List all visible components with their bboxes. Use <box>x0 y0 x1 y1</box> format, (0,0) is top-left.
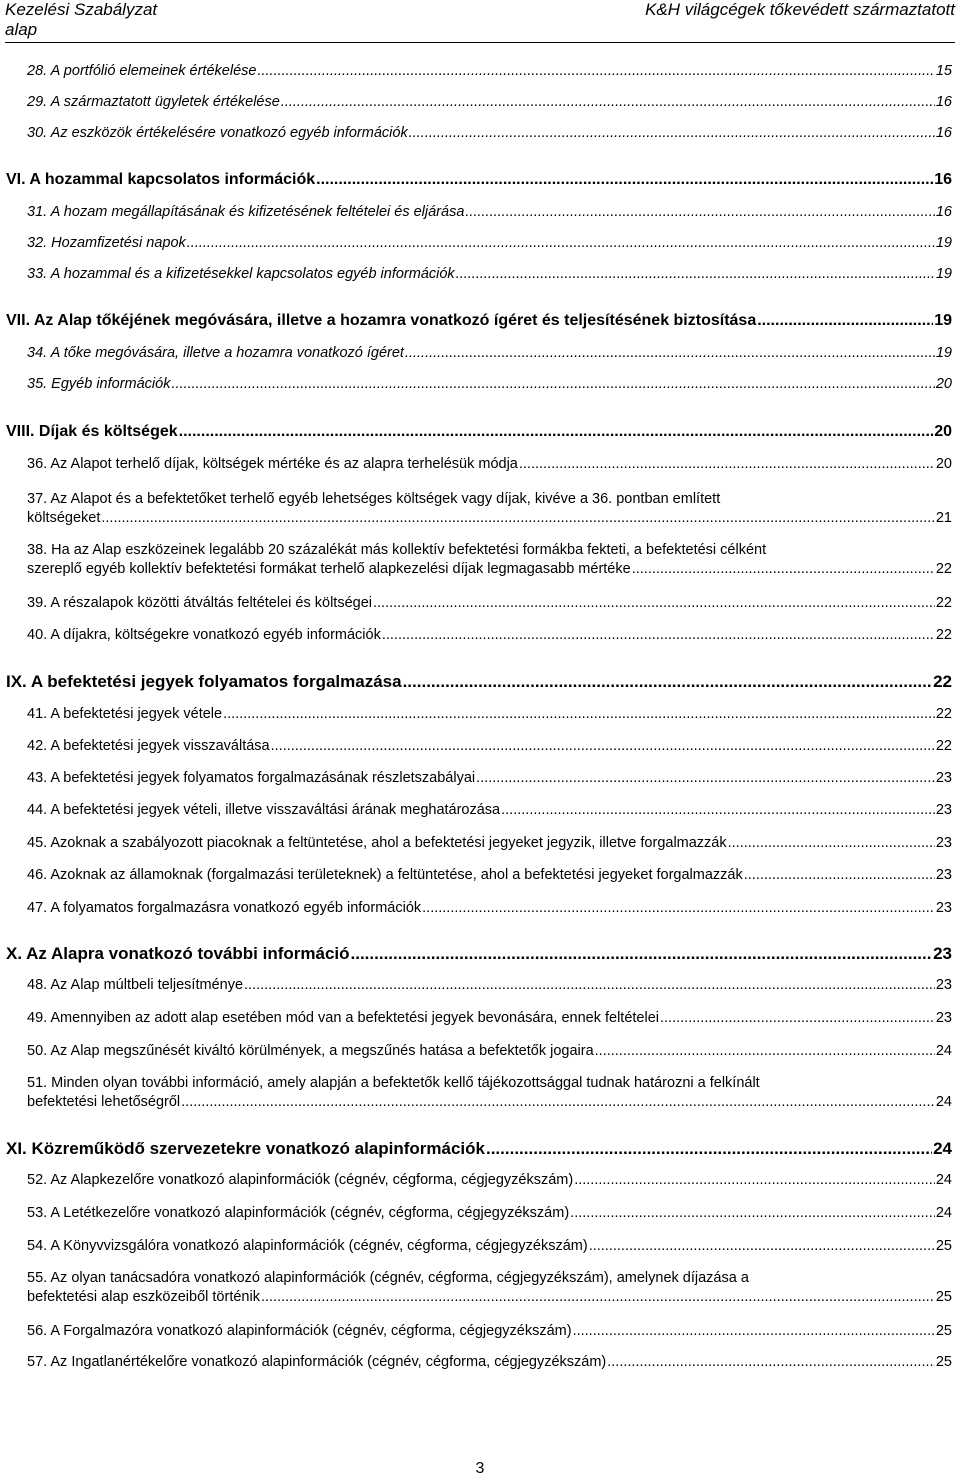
dot-leader <box>223 705 935 724</box>
toc-entry-page: 19 <box>935 345 952 361</box>
dot-leader <box>607 1353 935 1372</box>
toc-entry-page: 16 <box>934 171 952 188</box>
dot-leader <box>574 1171 935 1190</box>
toc-entry-page: 20 <box>935 376 952 392</box>
toc-entry-title: VI. A hozammal kapcsolatos információk <box>6 171 316 188</box>
toc-entry-title: 50. Az Alap megszűnését kiváltó körülmények, a megszűnés hatása a befektetők jogaira <box>27 1043 594 1059</box>
toc-entry[interactable] <box>27 541 952 579</box>
toc-entry[interactable] <box>27 801 952 820</box>
toc-entry-title: 41. A befektetési jegyek vétele <box>27 706 223 722</box>
dot-leader <box>382 626 935 645</box>
toc-entry-title: 54. A Könyvvizsgálóra vonatkozó alapinformációk (cégnév, cégforma, cégjegyzékszám) <box>27 1238 588 1254</box>
toc-entry-page: 22 <box>935 627 952 643</box>
toc-entry[interactable] <box>27 124 952 143</box>
toc-entry-title: 32. Hozamfizetési napok <box>27 235 186 251</box>
header-left <box>5 0 157 40</box>
dot-leader <box>589 1237 935 1256</box>
dot-leader <box>422 899 935 918</box>
toc-entry-page: 15 <box>935 63 952 79</box>
dot-leader <box>373 594 935 613</box>
dot-leader <box>403 672 933 691</box>
toc-entry-title: 46. Azoknak az államoknak (forgalmazási területeknek) a feltüntetése, ahol a befektetési jegyeket forgalmazzák <box>27 867 743 883</box>
toc-entry-page: 20 <box>935 456 952 472</box>
toc-entry-title: 35. Egyéb információk <box>27 376 171 392</box>
page-number: 3 <box>475 1460 485 1477</box>
toc-entry[interactable] <box>27 737 952 756</box>
toc-entry[interactable] <box>27 62 952 81</box>
toc-entry-title: 28. A portfólió elemeinek értékelése <box>27 63 257 79</box>
toc-entry-title: X. Az Alapra vonatkozó további információ <box>6 944 350 963</box>
dot-leader <box>179 422 934 441</box>
toc-entry-page: 23 <box>935 802 952 818</box>
toc-entry[interactable] <box>27 1074 952 1112</box>
dot-leader <box>101 509 935 528</box>
toc-entry-title: 52. Az Alapkezelőre vonatkozó alapinformációk (cégnév, cégforma, cégjegyzékszám) <box>27 1172 574 1188</box>
header-right: K&H világcégek tőkevédett származtatott <box>645 0 955 19</box>
toc-entry-title: VII. Az Alap tőkéjének megóvására, illetve a hozamra vonatkozó ígéret és teljesítésének biztosítása <box>6 312 757 329</box>
toc-entry[interactable] <box>27 866 952 885</box>
dot-leader <box>187 234 935 253</box>
toc-entry-title: 34. A tőke megóvására, illetve a hozamra vonatkozó ígéret <box>27 345 404 361</box>
dot-leader <box>456 265 935 284</box>
toc-entry-title: 47. A folyamatos forgalmazásra vonatkozó egyéb információk <box>27 900 422 916</box>
toc-entry-title-cont: szereplő egyéb kollektív befektetési formákat terhelő alapkezelési díjak legmagasabb mértéke <box>27 561 631 577</box>
dot-leader <box>632 560 935 579</box>
toc-entry[interactable] <box>27 626 952 645</box>
toc-entry-title: 31. A hozam megállapításának és kifizetésének feltételei és eljárása <box>27 204 465 220</box>
toc-entry[interactable] <box>27 594 952 613</box>
toc-entry[interactable] <box>6 422 952 441</box>
dot-leader <box>465 203 934 222</box>
toc-entry-page: 19 <box>935 235 952 251</box>
toc-entry-title: IX. A befektetési jegyek folyamatos forgalmazása <box>6 672 402 691</box>
toc-entry[interactable] <box>27 1171 952 1190</box>
toc-entry-page: 24 <box>933 1139 952 1158</box>
toc-entry-title: 44. A befektetési jegyek vételi, illetve visszaváltási árának meghatározása <box>27 802 501 818</box>
toc-entry-title-cont: befektetési lehetőségről <box>27 1094 181 1110</box>
toc-entry-title: XI. Közreműködő szervezetekre vonatkozó alapinformációk <box>6 1139 485 1158</box>
toc-entry[interactable] <box>27 1009 952 1028</box>
toc-entry-page: 21 <box>935 510 952 526</box>
toc-entry-page: 23 <box>935 867 952 883</box>
toc-entry-title: VIII. Díjak és költségek <box>6 423 178 440</box>
toc-entry-page: 25 <box>935 1289 952 1305</box>
toc-entry[interactable] <box>27 375 952 394</box>
toc-entry[interactable] <box>27 976 952 995</box>
dot-leader <box>570 1204 935 1223</box>
toc-entry-page: 24 <box>935 1094 952 1110</box>
dot-leader <box>405 344 935 363</box>
toc-entry-page: 16 <box>935 94 952 110</box>
toc-entry[interactable] <box>27 1269 952 1307</box>
toc-entry-page: 25 <box>935 1323 952 1339</box>
toc-entry-page: 22 <box>935 706 952 722</box>
dot-leader <box>181 1093 935 1112</box>
toc-entry[interactable] <box>27 455 952 474</box>
toc-entry[interactable] <box>27 344 952 363</box>
toc-entry-page: 20 <box>934 423 952 440</box>
toc-entry-title: 55. Az olyan tanácsadóra vonatkozó alapinformációk (cégnév, cégforma, cégjegyzékszám), amelynek díjazása a <box>27 1270 749 1286</box>
toc-entry[interactable] <box>27 1353 952 1372</box>
toc-entry-title: 45. Azoknak a szabályozott piacoknak a feltüntetése, ahol a befektetési jegyeket jegyzik, illetve forgalmazzák <box>27 835 727 851</box>
dot-leader <box>316 170 933 189</box>
toc-entry-title: 42. A befektetési jegyek visszaváltása <box>27 738 270 754</box>
toc-entry[interactable] <box>27 1204 952 1223</box>
dot-leader <box>261 1288 935 1307</box>
toc-entry-title: 56. A Forgalmazóra vonatkozó alapinformációk (cégnév, cégforma, cégjegyzékszám) <box>27 1323 572 1339</box>
toc-entry-page: 25 <box>935 1238 952 1254</box>
toc-entry-title: 29. A származtatott ügyletek értékelése <box>27 94 280 110</box>
dot-leader <box>660 1009 935 1028</box>
toc-entry-page: 16 <box>935 125 952 141</box>
toc-entry-page: 24 <box>935 1172 952 1188</box>
toc-entry-page: 23 <box>933 944 952 963</box>
toc-entry-title: 33. A hozammal és a kifizetésekkel kapcsolatos egyéb információk <box>27 266 455 282</box>
toc-entry-page: 19 <box>934 312 952 329</box>
toc-entry[interactable] <box>27 265 952 284</box>
toc-entry-title: 39. A részalapok közötti átváltás feltételei és költségei <box>27 595 372 611</box>
toc-entry-title: 37. Az Alapot és a befektetőket terhelő egyéb lehetséges költségek vagy díjak, kivéve a 36. pontban említett <box>27 491 721 507</box>
toc-entry-title: 43. A befektetési jegyek folyamatos forgalmazásának részletszabályai <box>27 770 476 786</box>
toc-entry-page: 23 <box>935 900 952 916</box>
dot-leader <box>519 455 935 474</box>
toc-entry[interactable] <box>27 490 952 528</box>
toc-entry[interactable] <box>6 672 952 691</box>
dot-leader <box>171 375 934 394</box>
toc-entry-page: 19 <box>935 266 952 282</box>
toc-entry-page: 25 <box>935 1354 952 1370</box>
toc-entry-page: 24 <box>935 1205 952 1221</box>
toc-entry-page: 16 <box>935 204 952 220</box>
toc-entry-title: 38. Ha az Alap eszközeinek legalább 20 százalékát más kollektív befektetési formákba fekteti, a befektetési célként <box>27 542 767 558</box>
toc-entry[interactable] <box>27 769 952 788</box>
toc-entry-title: 57. Az Ingatlanértékelőre vonatkozó alapinformációk (cégnév, cégforma, cégjegyzékszám) <box>27 1354 607 1370</box>
toc-entry-page: 23 <box>935 835 952 851</box>
toc-entry-title: 48. Az Alap múltbeli teljesítménye <box>27 977 244 993</box>
dot-leader <box>476 769 935 788</box>
dot-leader <box>244 976 935 995</box>
dot-leader <box>757 311 933 330</box>
dot-leader <box>257 62 934 81</box>
toc-entry[interactable] <box>27 1237 952 1256</box>
toc-entry[interactable] <box>27 93 952 112</box>
toc-entry-title-cont: költségeket <box>27 510 101 526</box>
toc-entry-title: 36. Az Alapot terhelő díjak, költségek mértéke és az alapra terhelésük módja <box>27 456 518 472</box>
toc-entry-title: 49. Amennyiben az adott alap esetében mód van a befektetési jegyek bevonására, ennek feltételei <box>27 1010 659 1026</box>
toc-entry-page: 22 <box>933 672 952 691</box>
dot-leader <box>744 866 935 885</box>
dot-leader <box>595 1042 935 1061</box>
toc-entry[interactable] <box>6 311 952 330</box>
toc-entry[interactable] <box>27 834 952 853</box>
toc-entry[interactable] <box>27 1322 952 1341</box>
toc-entry-page: 23 <box>935 1010 952 1026</box>
toc-entry-page: 23 <box>935 977 952 993</box>
toc-entry[interactable] <box>27 899 952 918</box>
toc-entry-title: 40. A díjakra, költségekre vonatkozó egyéb információk <box>27 627 381 643</box>
toc-entry-page: 23 <box>935 770 952 786</box>
toc-entry[interactable] <box>6 944 952 963</box>
toc-entry-page: 22 <box>935 561 952 577</box>
header-left-line2: alap <box>5 20 38 39</box>
dot-leader <box>501 801 935 820</box>
toc-entry-page: 22 <box>935 595 952 611</box>
dot-leader <box>486 1139 932 1158</box>
dot-leader <box>409 124 935 143</box>
toc-entry[interactable] <box>6 170 952 189</box>
toc-entry[interactable] <box>27 705 952 724</box>
toc-entry-page: 22 <box>935 738 952 754</box>
dot-leader <box>281 93 935 112</box>
toc-entry[interactable] <box>27 234 952 253</box>
dot-leader <box>573 1322 935 1341</box>
toc-entry[interactable] <box>6 1139 952 1158</box>
page-header <box>5 0 955 43</box>
toc-entry-title: 51. Minden olyan további információ, amely alapján a befektetők kellő tájékozottsággal tudnak határozni a felkínált <box>27 1075 760 1091</box>
toc-entry-title: 30. Az eszközök értékelésére vonatkozó egyéb információk <box>27 125 408 141</box>
dot-leader <box>271 737 935 756</box>
dot-leader <box>728 834 935 853</box>
toc-entry-title: 53. A Letétkezelőre vonatkozó alapinformációk (cégnév, cégforma, cégjegyzékszám) <box>27 1205 570 1221</box>
toc-entry-page: 24 <box>935 1043 952 1059</box>
toc-entry[interactable] <box>27 203 952 222</box>
header-left-line1: Kezelési Szabályzat <box>5 0 158 19</box>
dot-leader <box>351 944 933 963</box>
toc-entry-title-cont: befektetési alap eszközeiből történik <box>27 1289 260 1305</box>
toc-entry[interactable] <box>27 1042 952 1061</box>
